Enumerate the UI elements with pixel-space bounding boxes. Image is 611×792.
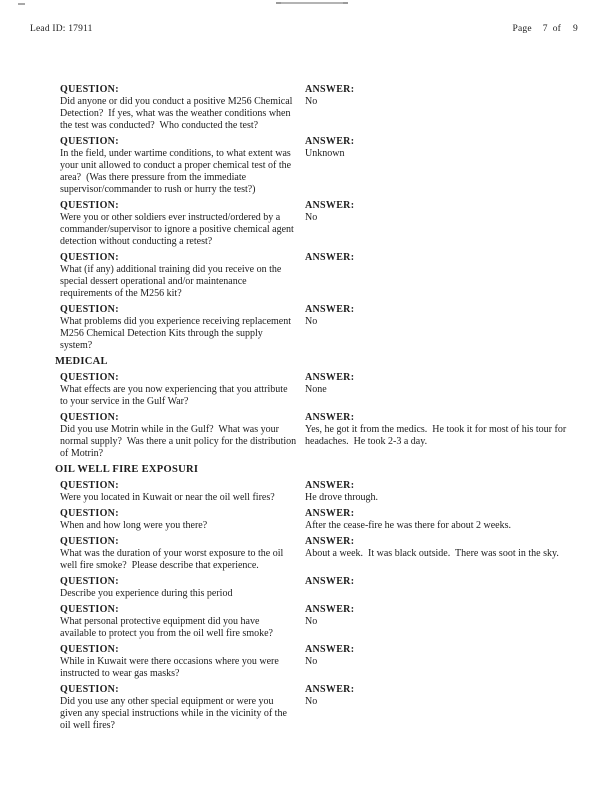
question-label: QUESTION:: [60, 536, 119, 547]
answer-column: [305, 135, 583, 196]
scan-artifact-speck: [18, 3, 25, 5]
page-label: Page: [512, 24, 532, 34]
answer-column: [305, 83, 583, 132]
qa-block: [60, 83, 583, 132]
qa-block: [60, 683, 583, 732]
question-text: Were you located in Kuwait or near the oil well fires?: [60, 492, 275, 503]
question-column: [60, 83, 305, 132]
page-header: [30, 24, 578, 34]
answer-label: ANSWER:: [305, 200, 355, 211]
question-column: [60, 603, 305, 640]
question-text: Did you use Motrin while in the Gulf? What was your normal supply? Was there a unit policy for the distribution of Motrin?: [60, 424, 299, 459]
answer-text: About a week. It was black outside. There was soot in the sky.: [305, 548, 559, 559]
question-column: [60, 507, 305, 532]
answer-text: No: [305, 656, 318, 667]
qa-block: [60, 371, 583, 408]
answer-label: ANSWER:: [305, 304, 355, 315]
page-indicator: [512, 24, 578, 34]
question-label: QUESTION:: [60, 372, 119, 383]
qa-block: [60, 135, 583, 196]
qa-content: [55, 83, 583, 735]
question-column: [60, 371, 305, 408]
answer-text: No: [305, 316, 318, 327]
answer-label: ANSWER:: [305, 604, 355, 615]
answer-label: ANSWER:: [305, 684, 355, 695]
answer-column: [305, 603, 583, 640]
answer-column: [305, 507, 583, 532]
question-label: QUESTION:: [60, 200, 119, 211]
question-text: Did anyone or did you conduct a positive M256 Chemical Detection? If yes, what was the weather conditions when the test was conducted? Who conducted the test?: [60, 96, 295, 131]
answer-text: None: [305, 384, 327, 395]
question-label: QUESTION:: [60, 684, 119, 695]
answer-column: [305, 643, 583, 680]
question-text: Were you or other soldiers ever instructed/ordered by a commander/supervisor to ignore a positive chemical agent detection without conducting a retest?: [60, 212, 297, 247]
answer-label: ANSWER:: [305, 644, 355, 655]
answer-column: [305, 575, 583, 600]
question-column: [60, 199, 305, 248]
answer-column: [305, 411, 583, 460]
qa-block: [60, 199, 583, 248]
answer-column: [305, 251, 583, 300]
answer-text: No: [305, 96, 318, 107]
answer-label: ANSWER:: [305, 136, 355, 147]
answer-column: [305, 683, 583, 732]
answer-column: [305, 479, 583, 504]
question-label: QUESTION:: [60, 304, 119, 315]
answer-text: Yes, he got it from the medics. He took it for most of his tour for headaches. He took 2-3 a day.: [305, 424, 569, 447]
question-label: QUESTION:: [60, 252, 119, 263]
qa-block: [60, 411, 583, 460]
lead-id: Lead ID: 17911: [30, 24, 93, 34]
question-label: QUESTION:: [60, 508, 119, 519]
question-label: QUESTION:: [60, 644, 119, 655]
page-of: of: [552, 24, 562, 34]
scan-artifact-top-line: [280, 2, 344, 4]
answer-column: [305, 199, 583, 248]
question-text: What effects are you now experiencing that you attribute to your service in the Gulf War?: [60, 384, 291, 407]
page-total: 9: [573, 24, 578, 34]
answer-text: No: [305, 696, 318, 707]
question-text: Describe you experience during this period: [60, 588, 233, 599]
question-label: QUESTION:: [60, 84, 119, 95]
answer-label: ANSWER:: [305, 84, 355, 95]
qa-block: [60, 535, 583, 572]
question-label: QUESTION:: [60, 576, 119, 587]
qa-block: [60, 643, 583, 680]
question-text: What personal protective equipment did you have available to protect you from the oil well fire smoke?: [60, 616, 273, 639]
answer-column: [305, 371, 583, 408]
answer-label: ANSWER:: [305, 372, 355, 383]
answer-text: No: [305, 212, 318, 223]
question-text: What problems did you experience receiving replacement M256 Chemical Detection Kits through the supply system?: [60, 316, 294, 351]
page-current: 7: [542, 24, 548, 34]
answer-text: After the cease-fire he was there for about 2 weeks.: [305, 520, 512, 531]
answer-text: He drove through.: [305, 492, 379, 503]
question-label: QUESTION:: [60, 480, 119, 491]
question-column: [60, 303, 305, 352]
question-column: [60, 479, 305, 504]
section-heading-oil-well-fire: OIL WELL FIRE EXPOSURI: [55, 464, 199, 475]
question-column: [60, 643, 305, 680]
answer-column: [305, 303, 583, 352]
answer-label: ANSWER:: [305, 412, 355, 423]
answer-label: ANSWER:: [305, 480, 355, 491]
question-text: What (if any) additional training did you receive on the special dessert operational and/or maintenance requirements of the M256 kit?: [60, 264, 284, 299]
answer-label: ANSWER:: [305, 508, 355, 519]
qa-block: [60, 303, 583, 352]
answer-label: ANSWER:: [305, 536, 355, 547]
qa-block: [60, 479, 583, 504]
question-column: [60, 535, 305, 572]
question-text: Did you use any other special equipment or were you given any special instructions while in the vicinity of the oil well fires?: [60, 696, 290, 731]
question-label: QUESTION:: [60, 604, 119, 615]
qa-block: [60, 575, 583, 600]
qa-block: [60, 251, 583, 300]
question-column: [60, 411, 305, 460]
qa-block: [60, 507, 583, 532]
question-column: [60, 575, 305, 600]
answer-label: ANSWER:: [305, 576, 355, 587]
question-text: While in Kuwait were there occasions where you were instructed to wear gas masks?: [60, 656, 282, 679]
question-label: QUESTION:: [60, 412, 119, 423]
question-label: QUESTION:: [60, 136, 119, 147]
question-column: [60, 683, 305, 732]
answer-text: No: [305, 616, 318, 627]
question-text: In the field, under wartime conditions, to what extent was your unit allowed to conduct a proper chemical test of the area? (Was there pressure from the immediate supervisor/commander to rush or hurry the test?): [60, 148, 294, 195]
section-heading-medical: MEDICAL: [55, 356, 108, 367]
qa-block: [60, 603, 583, 640]
answer-text: Unknown: [305, 148, 345, 159]
answer-column: [305, 535, 583, 572]
question-column: [60, 251, 305, 300]
answer-label: ANSWER:: [305, 252, 355, 263]
question-text: When and how long were you there?: [60, 520, 208, 531]
question-column: [60, 135, 305, 196]
question-text: What was the duration of your worst exposure to the oil well fire smoke? Please describe that experience.: [60, 548, 286, 571]
